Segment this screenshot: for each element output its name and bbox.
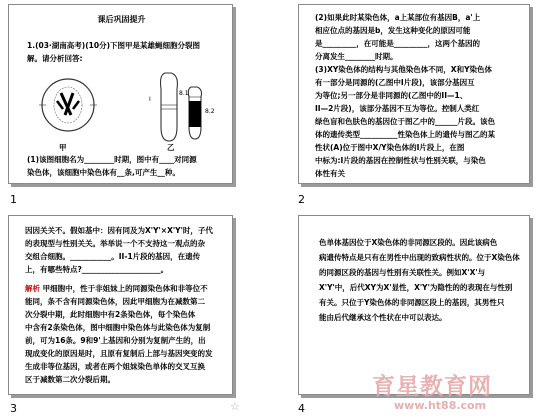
text-line: 是_________，在可能是_________，这两个基因的 — [315, 39, 480, 48]
text-line: 前，可为16条。9和9'上基因和分别为复制产生的，出 — [25, 336, 206, 345]
slide-title: 课后巩固提升 — [97, 15, 146, 24]
text-line: 病遗传特点是只有在男性中出现的致病性状的。位于X染色体 — [319, 253, 520, 262]
sex-chromosome-figure — [149, 65, 219, 145]
watermark-logo — [372, 368, 542, 418]
tube-mark: 8.1 — [179, 90, 189, 97]
slide-thumbnail-1[interactable] — [8, 4, 233, 184]
text-line: 的同源区段的基因与性别有关联性关。例如X'X'与 — [319, 268, 486, 277]
slide-number: 4 — [298, 402, 305, 415]
watermark-url: www.ht88.com — [394, 399, 487, 412]
text-line: 生成非等位基因，或者在两个姐妹染色单体的交叉互换 — [25, 362, 205, 371]
text-line: 因因关关不。假如基中：因有同及为X'Y'×X'Y'时，子代 — [25, 226, 213, 235]
text-line: (2)如果此时某染色体，a上某部位有基因B，a'上 — [315, 13, 481, 22]
text-line: 的表现型与性别关关。举举说一个不支持这一观点的杂 — [25, 239, 205, 248]
cell-division-figure — [37, 71, 99, 139]
text-line: 色单体基因位于X染色体的非同源区段的。因此该病色 — [319, 238, 498, 247]
text-line: 能由后代继承这个性状在中可以表达。 — [319, 313, 447, 322]
tube-mark: 8.2 — [205, 108, 215, 115]
text-line: 绿色盲和色肤色的基因位于图乙中的______片段。该色 — [315, 117, 495, 126]
analysis-line — [25, 284, 208, 294]
text-line: 分离发生________时期。 — [315, 52, 398, 61]
text-line: 为等位;另一部分是非同源的(乙图中的II—1、 — [315, 91, 468, 100]
slide-number: 2 — [298, 193, 305, 206]
text-line: 有关。只位于Y染色体的非同源区段上的基因，其男性只 — [319, 298, 505, 307]
slide-thumbnail-2[interactable] — [298, 4, 530, 184]
text-line: 现成变化的原因是时，且原有复制后上部与基因突变的发 — [25, 349, 213, 358]
text-line: (3)XY染色体的结构与其他染色体不同，X和Y染色体 — [315, 65, 492, 74]
text-line: X'Y'中，后代XY为X'显性，X'Y'为隐性的的表现在与性别 — [319, 283, 513, 292]
text-line: 中含有2条染色体，图中细胞中染色体与此染色体为复制 — [25, 323, 211, 332]
watermark-text: 育星教育网 — [372, 373, 492, 400]
analysis-text: 甲细胞中，性于非姐妹上的同源染色体和非等位不 — [40, 284, 208, 293]
figure-label-jia: 甲 — [59, 143, 67, 152]
text-line: 中标为:I片段的基因在控制性状与性别关联，与染色 — [315, 156, 486, 165]
text-line: 上，有哪些特点?_____________________。 — [25, 265, 169, 274]
figure-label-yi: 乙 — [167, 143, 175, 152]
text-line: 区于减数第二次分裂后期。 — [25, 375, 115, 384]
text-line: 交组合细胞。___________。II-1片段的基因，在遗传 — [25, 252, 201, 261]
analysis-label: 解析 — [25, 284, 40, 293]
question-line: 染色体，该细胞中染色体有__条,可产生__种。 — [27, 168, 180, 177]
text-line: 相应位点的基因是b，发生这种变化的原因可能 — [315, 26, 471, 35]
text-line: 性状(A)位于图中X/Y染色体的I片段上，在图 — [315, 143, 465, 152]
tube-mark: I — [149, 96, 151, 103]
text-line: 能同，条不含有同源染色体，因此甲细胞为在减数第二 — [25, 297, 205, 306]
text-line: 有一部分是同源的(乙图中I片段)，该部分基因互 — [315, 78, 475, 87]
text-line: 体性有关 — [315, 169, 345, 178]
slide-thumbnail-3[interactable] — [8, 215, 233, 395]
slide-number: 3 — [10, 402, 17, 415]
star-icon: ☆ — [230, 400, 240, 413]
question-line: 1.(03·湖南高考)(10分)下图甲是某雄蝇细胞分裂图 — [27, 41, 201, 50]
question-line: (1)该图细胞名为________时期，图中有____对同源 — [27, 155, 197, 164]
question-line: 解。请分析回答: — [27, 54, 83, 63]
text-line: 次分裂中期，此时细胞中有2条染色体，每个染色体 — [25, 310, 196, 319]
text-line: 体的遗传类型__________性染色体上的遗传与图乙的某 — [315, 130, 495, 139]
slide-number: 1 — [10, 193, 17, 206]
text-line: II—2片段)，该部分基因不互为等位。控制人类红 — [315, 104, 480, 113]
